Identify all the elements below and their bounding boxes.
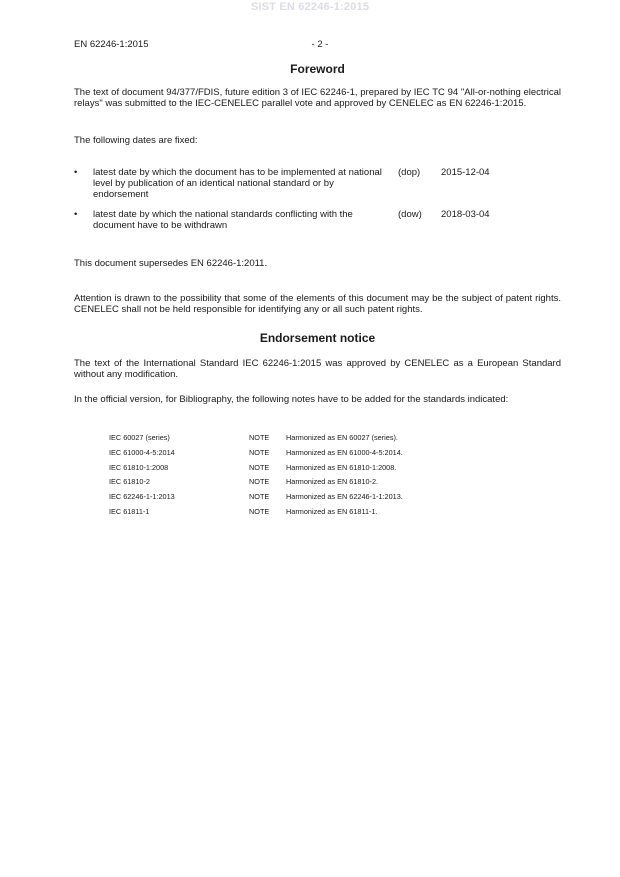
watermark: SIST EN 62246-1:2015 <box>250 1 370 13</box>
date-item-text: latest date by which the document has to be implemented at national level by publication of an identical national standard or by endorsement <box>93 167 382 200</box>
note-label: NOTE <box>249 477 270 487</box>
dates-intro: The following dates are fixed: <box>74 135 198 146</box>
note-text: Harmonized as EN 61810-1:2008. <box>286 462 397 472</box>
note-row <box>109 477 509 492</box>
note-text: Harmonized as EN 62246-1-1:2013. <box>286 492 403 502</box>
bibliography-intro: In the official version, for Bibliography, the following notes have to be added for the standards indicated: <box>74 394 509 405</box>
bullet-dot: • <box>74 209 78 220</box>
patent-attention: Attention is drawn to the possibility that some of the elements of this document may be the subject of patent rights. CENELEC shall not be held responsible for identifying any or all such patent rights. <box>74 293 561 315</box>
note-label: NOTE <box>249 433 270 442</box>
note-text: Harmonized as EN 61000-4-5:2014. <box>286 447 403 457</box>
endorsement-text: The text of the International Standard IEC 62246-1:2015 was approved by CENELEC as a European Standard without any modification. <box>74 358 561 380</box>
page-number: - 2 - <box>311 39 329 50</box>
note-row <box>109 507 509 522</box>
note-standard: IEC 61811-1 <box>109 506 150 516</box>
foreword-heading: Foreword <box>290 62 345 76</box>
note-row <box>109 492 509 507</box>
date-item-text: latest date by which the national standards conflicting with the document have to be withdrawn <box>93 209 353 231</box>
date-item-code: (dow) <box>398 209 422 220</box>
foreword-intro: The text of document 94/377/FDIS, future edition 3 of IEC 62246-1, prepared by IEC TC 94 "All-or-nothing electrical relays" was submitted to the IEC-CENELEC parallel vote and approved by CENELEC as EN 62246-1:2015. <box>74 87 561 109</box>
bullet-dot: • <box>74 167 78 178</box>
note-label: NOTE <box>249 492 270 502</box>
note-label: NOTE <box>249 462 270 472</box>
note-row <box>109 448 509 463</box>
note-text: Harmonized as EN 60027 (series). <box>286 433 398 442</box>
document-id: EN 62246-1:2015 <box>74 39 149 50</box>
note-standard: IEC 62246-1-1:2013 <box>109 492 175 502</box>
note-standard: IEC 61810-2 <box>109 477 150 487</box>
bibliography-notes <box>109 433 509 522</box>
note-standard: IEC 61000-4-5:2014 <box>109 447 175 457</box>
date-item-date: 2018-03-04 <box>441 209 490 220</box>
note-label: NOTE <box>249 447 270 457</box>
note-text: Harmonized as EN 61811-1. <box>286 506 378 516</box>
date-item-date: 2015-12-04 <box>441 167 490 178</box>
date-item-code: (dop) <box>398 167 421 178</box>
note-text: Harmonized as EN 61810-2. <box>286 477 379 487</box>
supersedes-statement: This document supersedes EN 62246-1:2011. <box>74 258 268 269</box>
endorsement-heading: Endorsement notice <box>259 331 376 345</box>
note-row <box>109 433 509 448</box>
note-standard: IEC 60027 (series) <box>109 433 170 442</box>
note-standard: IEC 61810-1:2008 <box>109 462 169 472</box>
note-label: NOTE <box>249 506 270 516</box>
note-row <box>109 463 509 478</box>
